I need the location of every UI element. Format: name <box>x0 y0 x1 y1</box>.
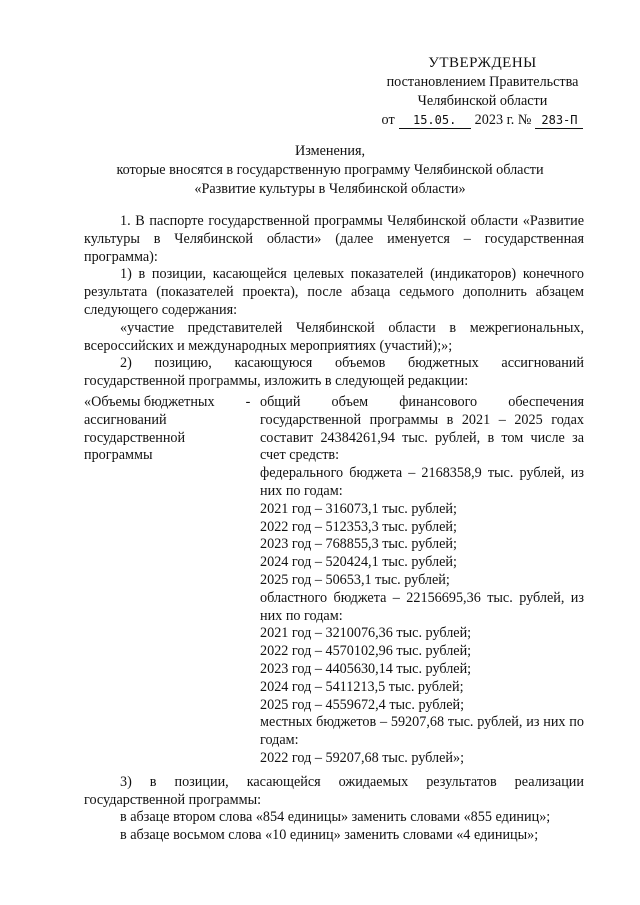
paragraph-4: 2) позицию, касающуюся объемов бюджетных ассигнований государственной программы, изложить в следующей редакции: <box>84 355 584 390</box>
passport-line: 2024 год – 5411213,5 тыс. рублей; <box>260 678 464 695</box>
title-line-3: «Развитие культуры в Челябинской области» <box>194 181 466 197</box>
passport-line: 2025 год – 50653,1 тыс. рублей; <box>260 571 450 588</box>
approval-number: 283-П <box>535 113 583 129</box>
paragraph-2: 1) в позиции, касающейся целевых показателей (индикаторов) конечного результата (показателей проекта), после абзаца седьмого дополнить абзацем следующего содержания: <box>84 266 584 318</box>
document-body <box>84 213 584 845</box>
title-line-1: Изменения, <box>294 143 366 159</box>
passport-line: 2022 год – 4570102,96 тыс. рублей; <box>260 643 472 660</box>
passport-line: 2021 год – 316073,1 тыс. рублей; <box>260 500 457 517</box>
paragraph-1: 1. В паспорте государственной программы Челябинской области «Развитие культуры в Челябинской области» (далее именуется – государственная программа): <box>84 213 584 265</box>
paragraph-5: 3) в позиции, касающейся ожидаемых результатов реализации государственной программы: <box>84 773 584 808</box>
approval-date: 15.05. <box>399 113 471 129</box>
passport-line: федерального бюджета – 2168358,9 тыс. рублей, из них по годам: <box>260 465 584 499</box>
passport-line: 2022 год – 512353,3 тыс. рублей; <box>260 518 457 535</box>
passport-line: 2023 год – 768855,3 тыс. рублей; <box>260 536 457 553</box>
passport-line: областного бюджета – 22156695,36 тыс. рублей, из них по годам: <box>260 589 584 624</box>
passport-line: 2023 год – 4405630,14 тыс. рублей; <box>260 660 472 677</box>
passport-line: 2025 год – 4559672,4 тыс. рублей; <box>260 696 465 713</box>
passport-line: местных бюджетов – 59207,68 тыс. рублей, из них по годам: <box>260 714 584 749</box>
passport-line: общий объем финансового обеспечения государственной программы в 2021 – 2025 годах составит 24384261,94 тыс. рублей, в том числе за счет средств: <box>260 393 584 464</box>
approval-date-number <box>375 111 590 130</box>
approval-line-2: Челябинской области <box>417 93 548 109</box>
approval-from: от <box>381 112 395 128</box>
passport-line: 2021 год – 3210076,36 тыс. рублей; <box>260 625 472 642</box>
paragraph-6: в абзаце втором слова «854 единицы» заменить словами «855 единиц»; <box>120 809 551 826</box>
document-title <box>80 142 580 199</box>
approval-year: 2023 г. № <box>474 112 532 128</box>
title-line-2: которые вносятся в государственную программу Челябинской области <box>116 162 544 178</box>
approval-line-1: постановлением Правительства <box>386 74 579 90</box>
passport-line: 2022 год – 59207,68 тыс. рублей»; <box>260 749 465 766</box>
paragraph-7: в абзаце восьмом слова «10 единиц» заменить словами «4 единицы»; <box>120 827 539 844</box>
passport-label: «Объемы бюджетных ассигнований государственной программы <box>84 393 215 464</box>
approval-heading: УТВЕРЖДЕНЫ <box>428 55 537 71</box>
approval-stamp <box>375 54 590 130</box>
paragraph-3: «участие представителей Челябинской области в межрегиональных, всероссийских и международных мероприятиях (участий);»; <box>84 319 584 354</box>
passport-dash: - <box>245 393 251 410</box>
passport-line: 2024 год – 520424,1 тыс. рублей; <box>260 554 457 571</box>
passport-values <box>260 394 584 768</box>
passport-table <box>84 394 584 768</box>
